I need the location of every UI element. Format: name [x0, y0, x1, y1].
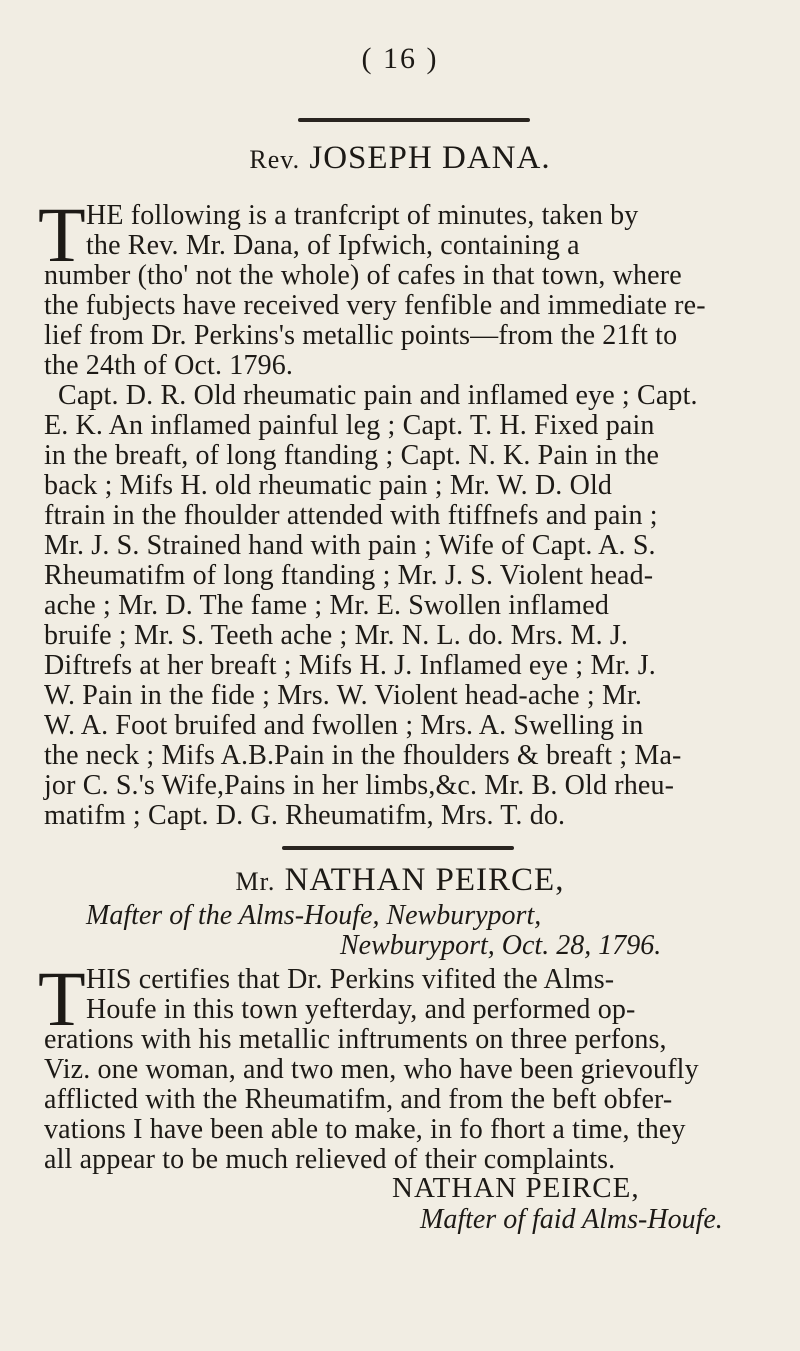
- section-2-line: HIS certifies that Dr. Perkins vifited the Alms-: [86, 964, 615, 995]
- section-1-line: Rheumatifm of long ftanding ; Mr. J. S. Violent head-: [44, 560, 654, 591]
- section-2-line: all appear to be much relieved of their complaints.: [44, 1144, 616, 1175]
- section-1-line: the 24th of Oct. 1796.: [44, 350, 294, 381]
- section-1-line: back ; Mifs H. old rheumatic pain ; Mr. W. D. Old: [44, 470, 613, 501]
- section-2-heading-prefix: Mr.: [235, 867, 276, 896]
- section-1-line: W. A. Foot bruifed and fwollen ; Mrs. A. Swelling in: [44, 710, 644, 741]
- section-1-line: E. K. An inflamed painful leg ; Capt. T. H. Fixed pain: [44, 410, 655, 441]
- signature-title: Mafter of faid Alms-Houfe.: [420, 1204, 723, 1235]
- section-2-heading-name: NATHAN PEIRCE,: [284, 862, 565, 898]
- section-1-line: Capt. D. R. Old rheumatic pain and inflamed eye ; Capt.: [58, 380, 698, 411]
- section-2-line: Viz. one woman, and two men, who have been grievoufly: [44, 1054, 699, 1085]
- section-1-line: ftrain in the fhoulder attended with ftiffnefs and pain ;: [44, 500, 658, 531]
- section-1-heading-name: JOSEPH DANA.: [309, 140, 551, 176]
- section-2-line: vations I have been able to make, in fo fhort a time, they: [44, 1114, 686, 1145]
- section-2-line: afflicted with the Rheumatifm, and from the beft obfer-: [44, 1084, 673, 1115]
- section-1-line: Mr. J. S. Strained hand with pain ; Wife of Capt. A. S.: [44, 530, 656, 561]
- section-1-line: the neck ; Mifs A.B.Pain in the fhoulders & breaft ; Ma-: [44, 740, 682, 771]
- section-2-drop-cap: T: [38, 955, 86, 1042]
- section-1-heading: [0, 140, 800, 177]
- section-1-line: in the breaft, of long ftanding ; Capt. N. K. Pain in the: [44, 440, 660, 471]
- page-number: ( 16 ): [361, 42, 439, 75]
- middle-divider-rule: [282, 846, 514, 850]
- top-divider-rule: [298, 118, 530, 122]
- section-2-heading: [0, 862, 800, 899]
- section-2-subtitle: Mafter of the Alms-Houfe, Newburyport,: [86, 900, 542, 931]
- section-1-drop-cap: T: [38, 191, 86, 278]
- section-1-line: ache ; Mr. D. The fame ; Mr. E. Swollen inflamed: [44, 590, 609, 621]
- section-1-line: number (tho' not the whole) of cafes in that town, where: [44, 260, 682, 291]
- section-1-heading-prefix: Rev.: [249, 145, 301, 174]
- section-1-line: jor C. S.'s Wife,Pains in her limbs,&c. Mr. B. Old rheu-: [44, 770, 675, 801]
- section-2-line: erations with his metallic inftruments on three perfons,: [44, 1024, 667, 1055]
- section-1-line: Diftrefs at her breaft ; Mifs H. J. Inflamed eye ; Mr. J.: [44, 650, 656, 681]
- signature-name: NATHAN PEIRCE,: [392, 1172, 640, 1204]
- section-1-line: HE following is a tranfcript of minutes, taken by: [86, 200, 639, 231]
- section-1-line: W. Pain in the fide ; Mrs. W. Violent head-ache ; Mr.: [44, 680, 643, 711]
- section-1-line: lief from Dr. Perkins's metallic points—from the 21ft to: [44, 320, 678, 351]
- section-1-line: the Rev. Mr. Dana, of Ipfwich, containing a: [86, 230, 580, 261]
- section-2-dateline: Newburyport, Oct. 28, 1796.: [340, 930, 662, 961]
- section-2-line: Houfe in this town yefterday, and performed op-: [86, 994, 636, 1025]
- section-1-line: the fubjects have received very fenfible and immediate re-: [44, 290, 706, 321]
- section-1-line: bruife ; Mr. S. Teeth ache ; Mr. N. L. do. Mrs. M. J.: [44, 620, 629, 651]
- section-1-line: matifm ; Capt. D. G. Rheumatifm, Mrs. T. do.: [44, 800, 566, 831]
